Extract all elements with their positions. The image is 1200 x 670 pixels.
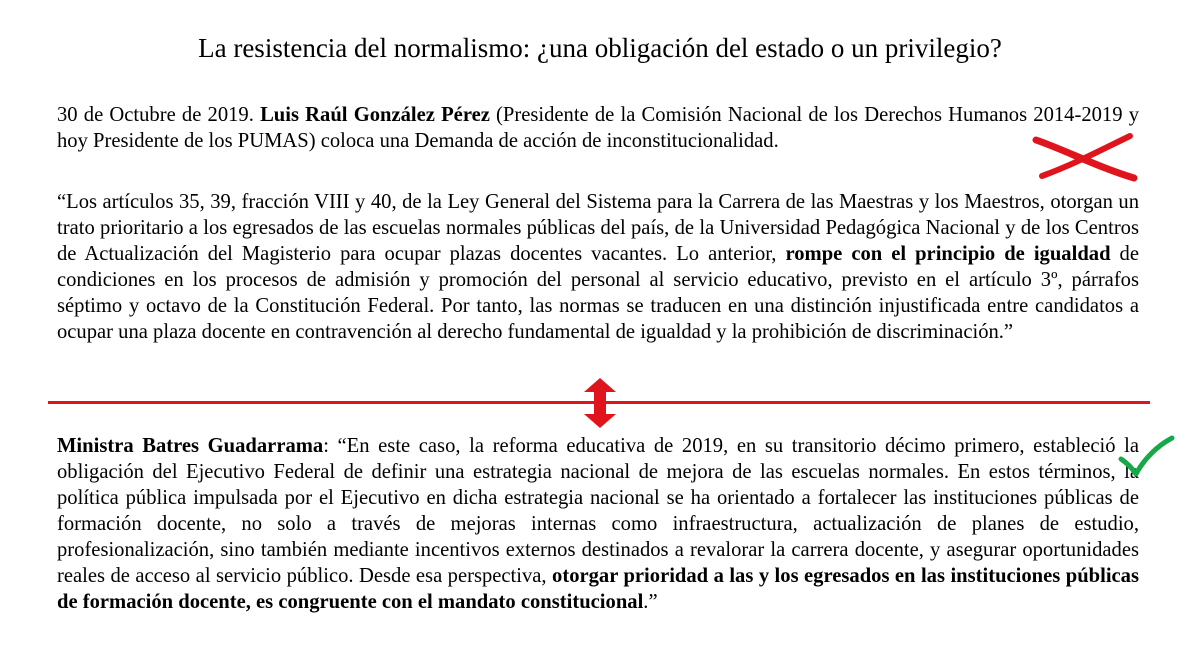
paragraph-demand [57, 102, 1139, 154]
p1-date: 30 de Octubre de 2019. [57, 104, 261, 126]
p1-rest: (Presidente de la Comisión Nacional de los Derechos Humanos 2014-2019 y hoy Presidente de los PUMAS) coloca una Demanda de acción de inconstitucionalidad. [57, 104, 1139, 152]
p1-name: Luis Raúl González Pérez [260, 104, 490, 126]
paragraph-quote-ministra [57, 433, 1139, 615]
red-cross-icon [1030, 130, 1140, 182]
green-check-icon [1117, 435, 1175, 477]
p2-bold: rompe con el principio de igualdad [785, 243, 1111, 265]
paragraph-quote-cndh [57, 189, 1139, 345]
p3-name: Ministra Batres Guadarrama [57, 435, 324, 457]
p2-text-2: de condiciones en los procesos de admisión y promoción del personal al servicio educativo, previsto en el artículo 3º, párrafos séptimo y octavo de la Constitución Federal. Por tanto, las normas se traducen en una distinción injustificada entre candidatos a ocupar una plaza docente en contravención al derecho fundamental de igualdad y la prohibición de discriminación.” [57, 243, 1139, 343]
double-arrow-icon [580, 378, 620, 428]
p3-bold: otorgar prioridad a las y los egresados en las instituciones públicas de formación docente, es congruente con el mandato constitucional [57, 565, 1139, 613]
p3-text-2: .” [643, 591, 658, 613]
p2-text-1: “Los artículos 35, 39, fracción VIII y 40, de la Ley General del Sistema para la Carrera de las Maestras y los Maestros, otorgan un trato prioritario a los egresados de las escuelas normales públicas del país, de la Universidad Pedagógica Nacional y de los Centros de Actualización del Magisterio para ocupar plazas docentes vacantes. Lo anterior, [57, 191, 1139, 265]
p3-text-1: : “En este caso, la reforma educativa de 2019, en su transitorio décimo primero, estableció la obligación del Ejecutivo Federal de definir una estrategia nacional de mejora de las escuelas normales. En estos términos, la política pública impulsada por el Ejecutivo en dicha estrategia nacional se ha orientado a fortalecer las instituciones públicas de formación docente, no solo a través de mejoras internas como infraestructura, actualización de planes de estudio, profesionalización, sino también mediante incentivos externos destinados a revalorar la carrera docente, y asegurar oportunidades reales de acceso al servicio público. Desde esa perspectiva, [57, 435, 1139, 587]
document-title: La resistencia del normalismo: ¿una obligación del estado o un privilegio? [198, 33, 1002, 63]
